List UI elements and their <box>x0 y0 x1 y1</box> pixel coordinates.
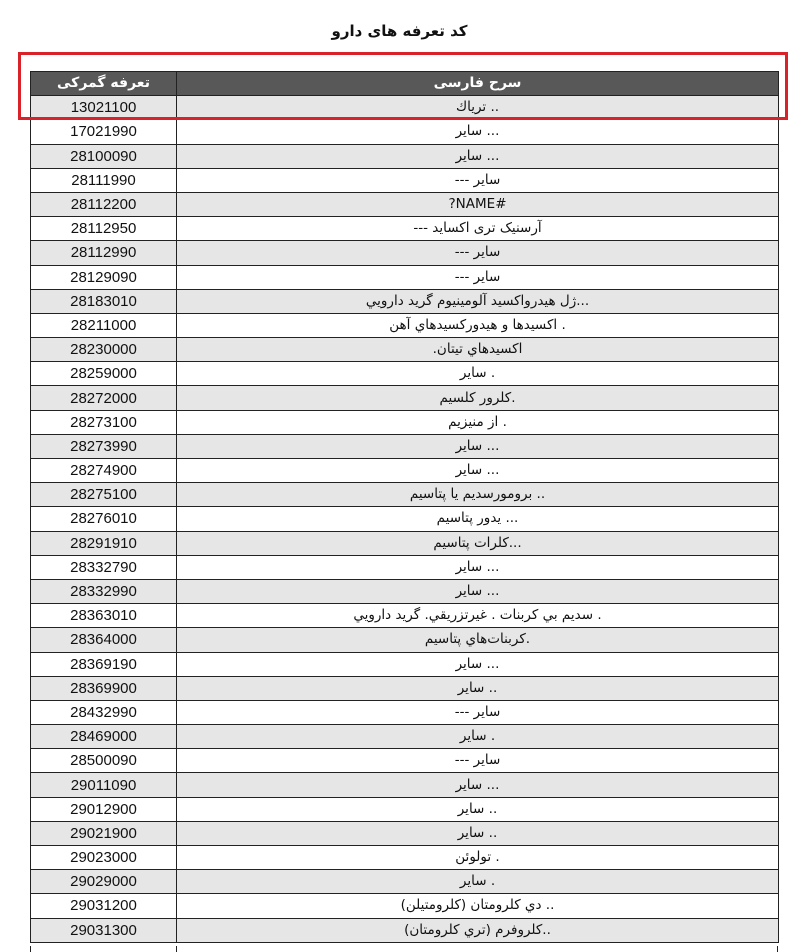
description-cell: ... ساير <box>177 434 779 458</box>
column-header-tariff-code: تعرفه گمرکی <box>31 72 177 96</box>
column-header-persian-description: سرح فارسی <box>177 72 779 96</box>
table-row <box>31 555 779 579</box>
tariff-code-cell: 28273100 <box>31 410 177 434</box>
table-row <box>31 265 779 289</box>
tariff-code-cell: 13021100 <box>31 96 177 120</box>
description-cell: ... ساير <box>177 555 779 579</box>
description-cell: .. ساير <box>177 821 779 845</box>
table-row <box>31 313 779 337</box>
tariff-code-cell: 29021900 <box>31 821 177 845</box>
description-cell: ... ساير <box>177 144 779 168</box>
table-row <box>31 700 779 724</box>
description-cell: . ساير <box>177 725 779 749</box>
table-row <box>31 749 779 773</box>
page-title: کد تعرفه های دارو <box>331 22 468 40</box>
description-cell: آرسنیک تری اکساید --- <box>177 217 779 241</box>
table-row <box>31 96 779 120</box>
tariff-code-cell: 28183010 <box>31 289 177 313</box>
tariff-code-cell: 29031300 <box>31 918 177 942</box>
tariff-code-cell: 28272000 <box>31 386 177 410</box>
description-cell: . ساير <box>177 870 779 894</box>
tariff-code-cell: 28332990 <box>31 579 177 603</box>
tariff-code-cell: 28291910 <box>31 531 177 555</box>
description-cell: ساير --- <box>177 168 779 192</box>
description-cell: . اكسيدها و هيدوركسيدهاي آهن <box>177 313 779 337</box>
table-header-row <box>31 72 779 96</box>
table-row <box>31 192 779 216</box>
description-cell: ساير --- <box>177 749 779 773</box>
description-cell: ...ژل هيدرواكسيد آلومينيوم گريد دارويي <box>177 289 779 313</box>
table-row <box>31 846 779 870</box>
description-cell: ساير --- <box>177 241 779 265</box>
tariff-code-cell: 29029000 <box>31 870 177 894</box>
description-cell: ... ساير <box>177 773 779 797</box>
tariff-code-cell: 28211000 <box>31 313 177 337</box>
description-cell: ... ساير <box>177 652 779 676</box>
table-row <box>31 120 779 144</box>
table-row <box>31 386 779 410</box>
table-row <box>31 531 779 555</box>
table-row <box>31 676 779 700</box>
table-body <box>31 96 779 943</box>
description-cell: .. ساير <box>177 676 779 700</box>
tariff-code-cell: 28363010 <box>31 604 177 628</box>
table-row <box>31 579 779 603</box>
description-cell: . از منيزيم <box>177 410 779 434</box>
table-row <box>31 507 779 531</box>
description-cell: ..كلروفرم (تري كلرومتان) <box>177 918 779 942</box>
tariff-code-cell: 28274900 <box>31 459 177 483</box>
description-cell: ...كلرات پتاسيم <box>177 531 779 555</box>
description-cell: .. دي كلرومتان (كلرومتيلن) <box>177 894 779 918</box>
table-row <box>31 604 779 628</box>
tariff-code-cell: 28332790 <box>31 555 177 579</box>
table-row <box>31 894 779 918</box>
table-row <box>31 338 779 362</box>
description-cell: . سديم بي كربنات . غيرتزريقي. گريد دارويي <box>177 604 779 628</box>
tariff-code-cell: 17021990 <box>31 120 177 144</box>
tariff-code-cell: 28111990 <box>31 168 177 192</box>
tariff-code-cell: 28230000 <box>31 338 177 362</box>
table-row <box>31 773 779 797</box>
table-row <box>31 217 779 241</box>
tariff-code-cell: 29023000 <box>31 846 177 870</box>
table-row <box>31 797 779 821</box>
description-cell: ... ساير <box>177 120 779 144</box>
tariff-table <box>30 71 779 943</box>
tariff-code-cell: 28469000 <box>31 725 177 749</box>
description-cell: ساير --- <box>177 265 779 289</box>
description-cell: .كربنات‌هاي پتاسيم <box>177 628 779 652</box>
tariff-code-cell: 28276010 <box>31 507 177 531</box>
tariff-code-cell: 28100090 <box>31 144 177 168</box>
table-row <box>31 144 779 168</box>
description-cell: .. تریاك <box>177 96 779 120</box>
tariff-code-cell: 28273990 <box>31 434 177 458</box>
tariff-code-cell: 29011090 <box>31 773 177 797</box>
tariff-code-cell: 29012900 <box>31 797 177 821</box>
tariff-code-cell: 28369900 <box>31 676 177 700</box>
description-cell: اكسيدهاي تيتان. <box>177 338 779 362</box>
description-cell: . ساير <box>177 362 779 386</box>
table-row <box>31 628 779 652</box>
table-row <box>31 289 779 313</box>
table-row <box>31 459 779 483</box>
tariff-code-cell: 28129090 <box>31 265 177 289</box>
description-cell: ... ساير <box>177 459 779 483</box>
tariff-code-cell: 28364000 <box>31 628 177 652</box>
description-cell: .كلرور كلسيم <box>177 386 779 410</box>
table-row <box>31 918 779 942</box>
description-cell: .. ساير <box>177 797 779 821</box>
table-row <box>31 870 779 894</box>
table-row <box>31 241 779 265</box>
table-row <box>31 725 779 749</box>
tariff-code-cell: 28500090 <box>31 749 177 773</box>
table-row <box>31 434 779 458</box>
description-cell: ساير --- <box>177 700 779 724</box>
table-row <box>31 821 779 845</box>
table-row <box>31 483 779 507</box>
tariff-code-cell: 28432990 <box>31 700 177 724</box>
table-row <box>31 362 779 386</box>
table-row <box>31 652 779 676</box>
description-cell: ... يدور پتاسيم <box>177 507 779 531</box>
description-cell: .. برومورسديم يا پتاسيم <box>177 483 779 507</box>
tariff-code-cell: 28112950 <box>31 217 177 241</box>
description-cell: ... ساير <box>177 579 779 603</box>
description-cell: #NAME? <box>177 192 779 216</box>
tariff-code-cell: 28275100 <box>31 483 177 507</box>
description-cell: . تولوئن <box>177 846 779 870</box>
tariff-code-cell: 28112990 <box>31 241 177 265</box>
table-row <box>31 168 779 192</box>
table-row <box>31 410 779 434</box>
table-continuation <box>30 946 778 952</box>
tariff-code-cell: 28259000 <box>31 362 177 386</box>
tariff-code-cell: 29031200 <box>31 894 177 918</box>
tariff-code-cell: 28112200 <box>31 192 177 216</box>
tariff-code-cell: 28369190 <box>31 652 177 676</box>
